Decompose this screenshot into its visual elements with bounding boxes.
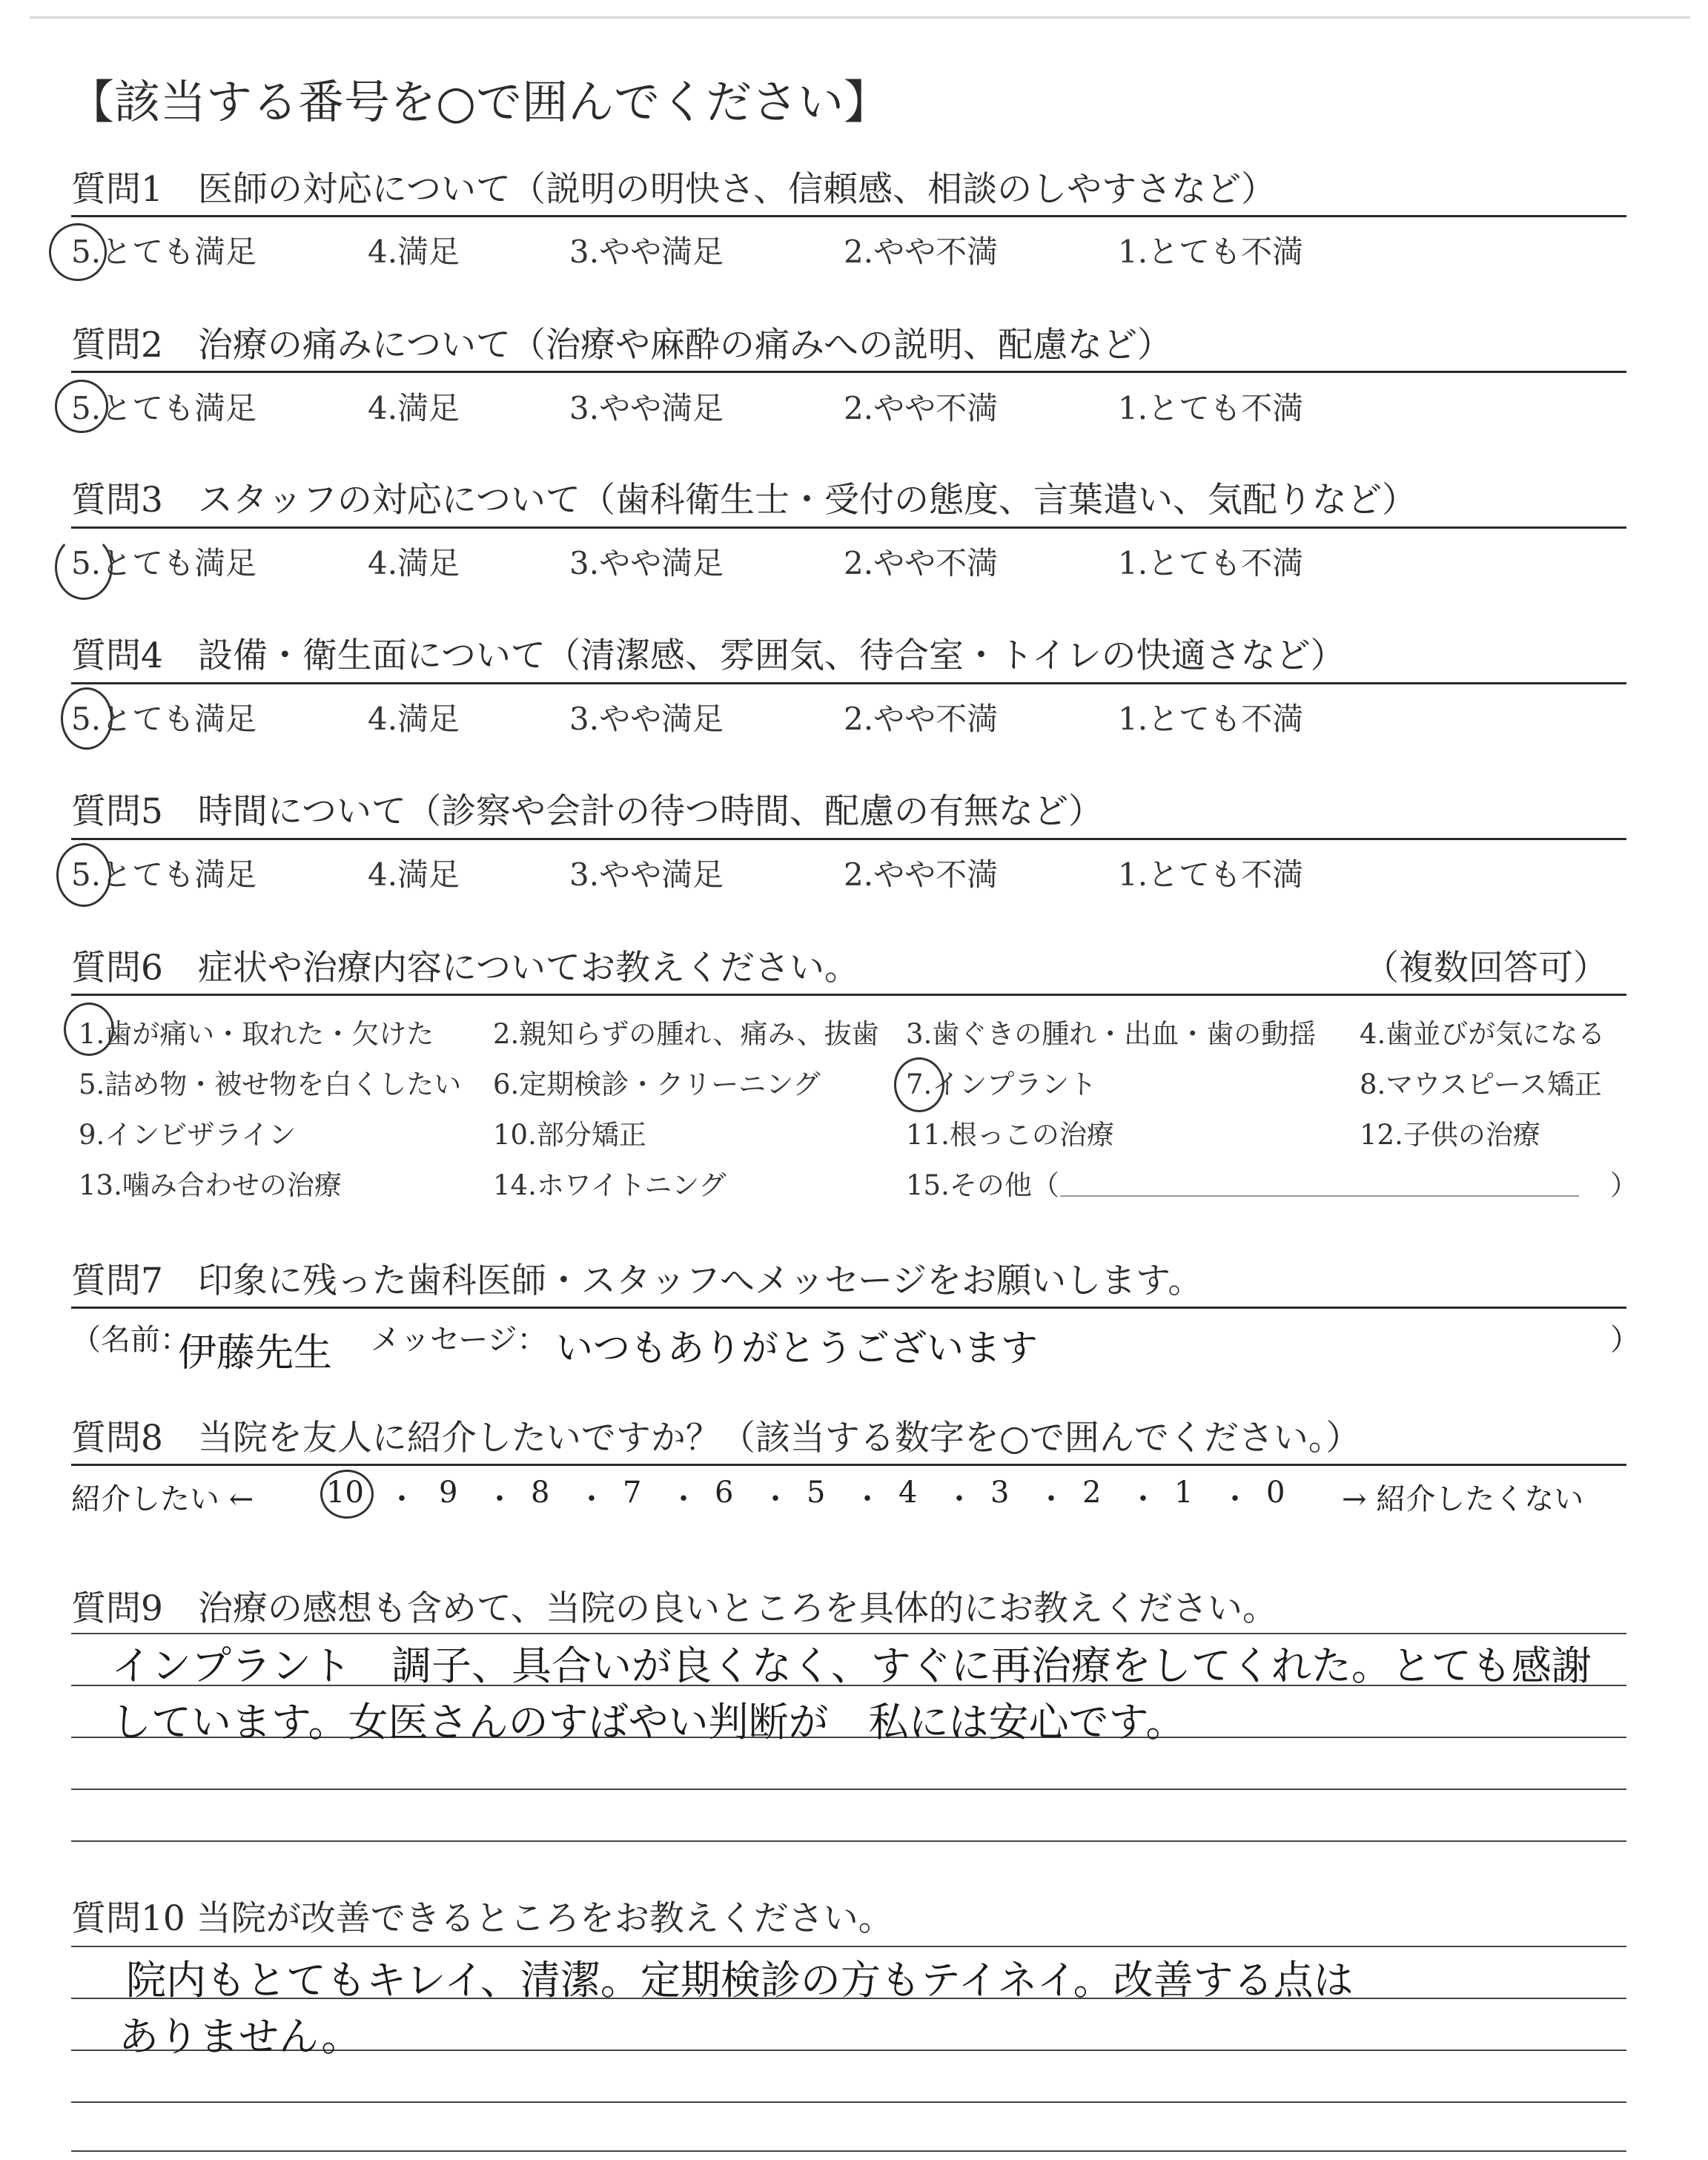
question-9-title: 質問9 治療の感想も含めて、当院の良いところを具体的にお教えください。 [71, 1588, 1277, 1629]
question-2-rule [71, 371, 1626, 373]
q2-option-3[interactable]: 3.やや満足 [569, 390, 724, 426]
q6-option-5[interactable]: 5.詰め物・被せ物を白くしたい [79, 1069, 462, 1100]
question-3-rule [71, 526, 1626, 529]
question-4-title: 質問4 設備・衛生面について（清潔感、雰囲気、待合室・トイレの快適さなど） [71, 635, 1345, 676]
q2-option-1[interactable]: 1.とても不満 [1118, 390, 1304, 426]
q6-option-6[interactable]: 6.定期検診・クリーニング [493, 1069, 821, 1100]
question-3-title: 質問3 スタッフの対応について（歯科衛生士・受付の態度、言葉遣い、気配りなど） [71, 480, 1417, 521]
question-4-rule [71, 682, 1626, 684]
q8-right-label: → 紹介したくない [1342, 1482, 1584, 1516]
q7-message-label: メッセージ： [371, 1323, 547, 1357]
q2-option-4[interactable]: 4.満足 [368, 390, 460, 426]
q8-value-1[interactable]: 1 [1174, 1476, 1194, 1510]
question-5-title: 質問5 時間について（診察や会計の待つ時間、配慮の有無など） [71, 791, 1103, 832]
q6-option-8[interactable]: 8.マウスピース矯正 [1360, 1069, 1602, 1100]
q8-value-7[interactable]: 7 [623, 1476, 642, 1510]
question-6-note: （複数回答可） [1364, 948, 1608, 988]
q10-answer-handwritten-2: ありません。 [119, 2013, 362, 2060]
q8-selection-circle [320, 1470, 374, 1519]
question-3-options [71, 539, 1628, 584]
q6-option-2[interactable]: 2.親知らずの腫れ、痛み、抜歯 [493, 1018, 879, 1050]
q1-selection-circle [49, 223, 107, 281]
q1-option-5[interactable]: 5.とても満足 [71, 234, 257, 270]
q6-option-11[interactable]: 11.根っこの治療 [906, 1119, 1114, 1151]
question-1-options [71, 228, 1628, 272]
q8-value-2[interactable]: 2 [1082, 1476, 1102, 1510]
question-4-options [71, 695, 1628, 739]
question-1-title: 質問1 医師の対応について（説明の明快さ、信頼感、相談のしやすさなど） [71, 169, 1277, 210]
q8-value-5[interactable]: 5 [807, 1476, 826, 1510]
q7-close-paren: ） [1610, 1323, 1640, 1357]
q6-option-15[interactable]: 15.その他（ [906, 1169, 1059, 1201]
q9-answer-line-5 [71, 1840, 1626, 1842]
q5-option-2[interactable]: 2.やや不満 [844, 856, 999, 893]
q8-value-8[interactable]: 8 [531, 1476, 550, 1510]
q8-value-9[interactable]: 9 [439, 1476, 458, 1510]
q6-option-15-close: ） [1610, 1169, 1638, 1201]
q6-selection-circle-1 [64, 1003, 114, 1056]
q10-answer-line-4 [71, 2101, 1626, 2103]
q4-option-4[interactable]: 4.満足 [368, 701, 460, 737]
q2-option-2[interactable]: 2.やや不満 [844, 390, 999, 426]
q8-value-10[interactable]: 10 [326, 1476, 364, 1510]
q8-left-label: 紹介したい ← [71, 1482, 254, 1516]
q6-option-12[interactable]: 12.子供の治療 [1360, 1119, 1540, 1151]
question-6-rule [71, 994, 1626, 996]
q6-option-10[interactable]: 10.部分矯正 [493, 1119, 646, 1151]
q6-option-3[interactable]: 3.歯ぐきの腫れ・出血・歯の動揺 [906, 1018, 1317, 1050]
question-8-title: 質問8 当院を友人に紹介したいですか？（該当する数字を○で囲んでください。） [71, 1418, 1361, 1459]
q5-option-5[interactable]: 5.とても満足 [71, 856, 257, 893]
question-1-rule [71, 215, 1626, 217]
q1-option-3[interactable]: 3.やや満足 [569, 234, 724, 270]
q10-answer-handwritten-1: 院内もとてもキレイ、清潔。定期検診の方もテイネイ。改善する点は [126, 1957, 1354, 2004]
q3-option-2[interactable]: 2.やや不満 [844, 545, 999, 581]
q7-name-handwritten: 伊藤先生 [178, 1331, 333, 1375]
q6-option-4[interactable]: 4.歯並びが気になる [1360, 1018, 1606, 1050]
q3-option-1[interactable]: 1.とても不満 [1118, 545, 1304, 581]
q7-message-handwritten: いつもありがとうございます [556, 1327, 1038, 1370]
question-5-rule [71, 838, 1626, 840]
q5-selection-circle [56, 843, 111, 907]
question-2-options [71, 384, 1628, 429]
question-5-options [71, 851, 1628, 895]
q1-option-1[interactable]: 1.とても不満 [1118, 234, 1304, 270]
q5-option-4[interactable]: 4.満足 [368, 856, 460, 893]
question-8-rule [71, 1464, 1626, 1466]
q4-option-2[interactable]: 2.やや不満 [844, 701, 999, 737]
q9-answer-handwritten-2: しています。女医さんのすばやい判断が 私には安心です。 [111, 1699, 1186, 1745]
q1-option-2[interactable]: 2.やや不満 [844, 234, 999, 270]
q6-other-fill-line[interactable] [1060, 1195, 1579, 1197]
q6-option-9[interactable]: 9.インビザライン [79, 1119, 297, 1151]
q9-answer-handwritten-1: インプラント 調子、具合いが良くなく、すぐに再治療をしてくれた。とても感謝 [111, 1642, 1592, 1689]
q3-option-5[interactable]: 5.とても満足 [71, 545, 257, 581]
q8-value-4[interactable]: 4 [898, 1476, 918, 1510]
form-header: 【該当する番号を○で囲んでください】 [68, 75, 890, 129]
q4-option-5[interactable]: 5.とても満足 [71, 701, 257, 737]
scan-top-edge [30, 16, 1690, 19]
q5-option-3[interactable]: 3.やや満足 [569, 856, 724, 893]
question-7-title: 質問7 印象に残った歯科医師・スタッフへメッセージをお願いします。 [71, 1261, 1203, 1301]
q9-answer-line-4 [71, 1789, 1626, 1790]
question-2-title: 質問2 治療の痛みについて（治療や麻酔の痛みへの説明、配慮など） [71, 325, 1173, 366]
q1-option-4[interactable]: 4.満足 [368, 234, 460, 270]
q6-option-13[interactable]: 13.噛み合わせの治療 [79, 1169, 342, 1201]
q6-option-1[interactable]: 1.歯が痛い・取れた・欠けた [79, 1018, 434, 1050]
q8-value-3[interactable]: 3 [990, 1476, 1010, 1510]
question-6-title: 質問6 症状や治療内容についてお教えください。 [71, 948, 859, 988]
question-7-rule [71, 1307, 1626, 1309]
q8-value-6[interactable]: 6 [715, 1476, 734, 1510]
q2-selection-circle [55, 380, 108, 433]
q4-option-3[interactable]: 3.やや満足 [569, 701, 724, 737]
q7-name-label: （名前： [71, 1323, 190, 1357]
q10-answer-line-1 [71, 1946, 1626, 1947]
q4-selection-circle [61, 687, 113, 750]
q5-option-1[interactable]: 1.とても不満 [1118, 856, 1304, 893]
q3-option-4[interactable]: 4.満足 [368, 545, 460, 581]
q3-option-3[interactable]: 3.やや満足 [569, 545, 724, 581]
q6-selection-circle-7 [894, 1057, 944, 1112]
q3-selection-circle [55, 535, 113, 600]
q4-option-1[interactable]: 1.とても不満 [1118, 701, 1304, 737]
q8-value-0[interactable]: 0 [1266, 1476, 1285, 1510]
q10-answer-line-5 [71, 2150, 1626, 2152]
question-10-title: 質問10 当院が改善できるところをお教えください。 [71, 1898, 893, 1939]
q2-option-5[interactable]: 5.とても満足 [71, 390, 257, 426]
q6-option-14[interactable]: 14.ホワイトニング [493, 1169, 726, 1201]
q6-option-7[interactable]: 7.インプラント [906, 1069, 1097, 1100]
